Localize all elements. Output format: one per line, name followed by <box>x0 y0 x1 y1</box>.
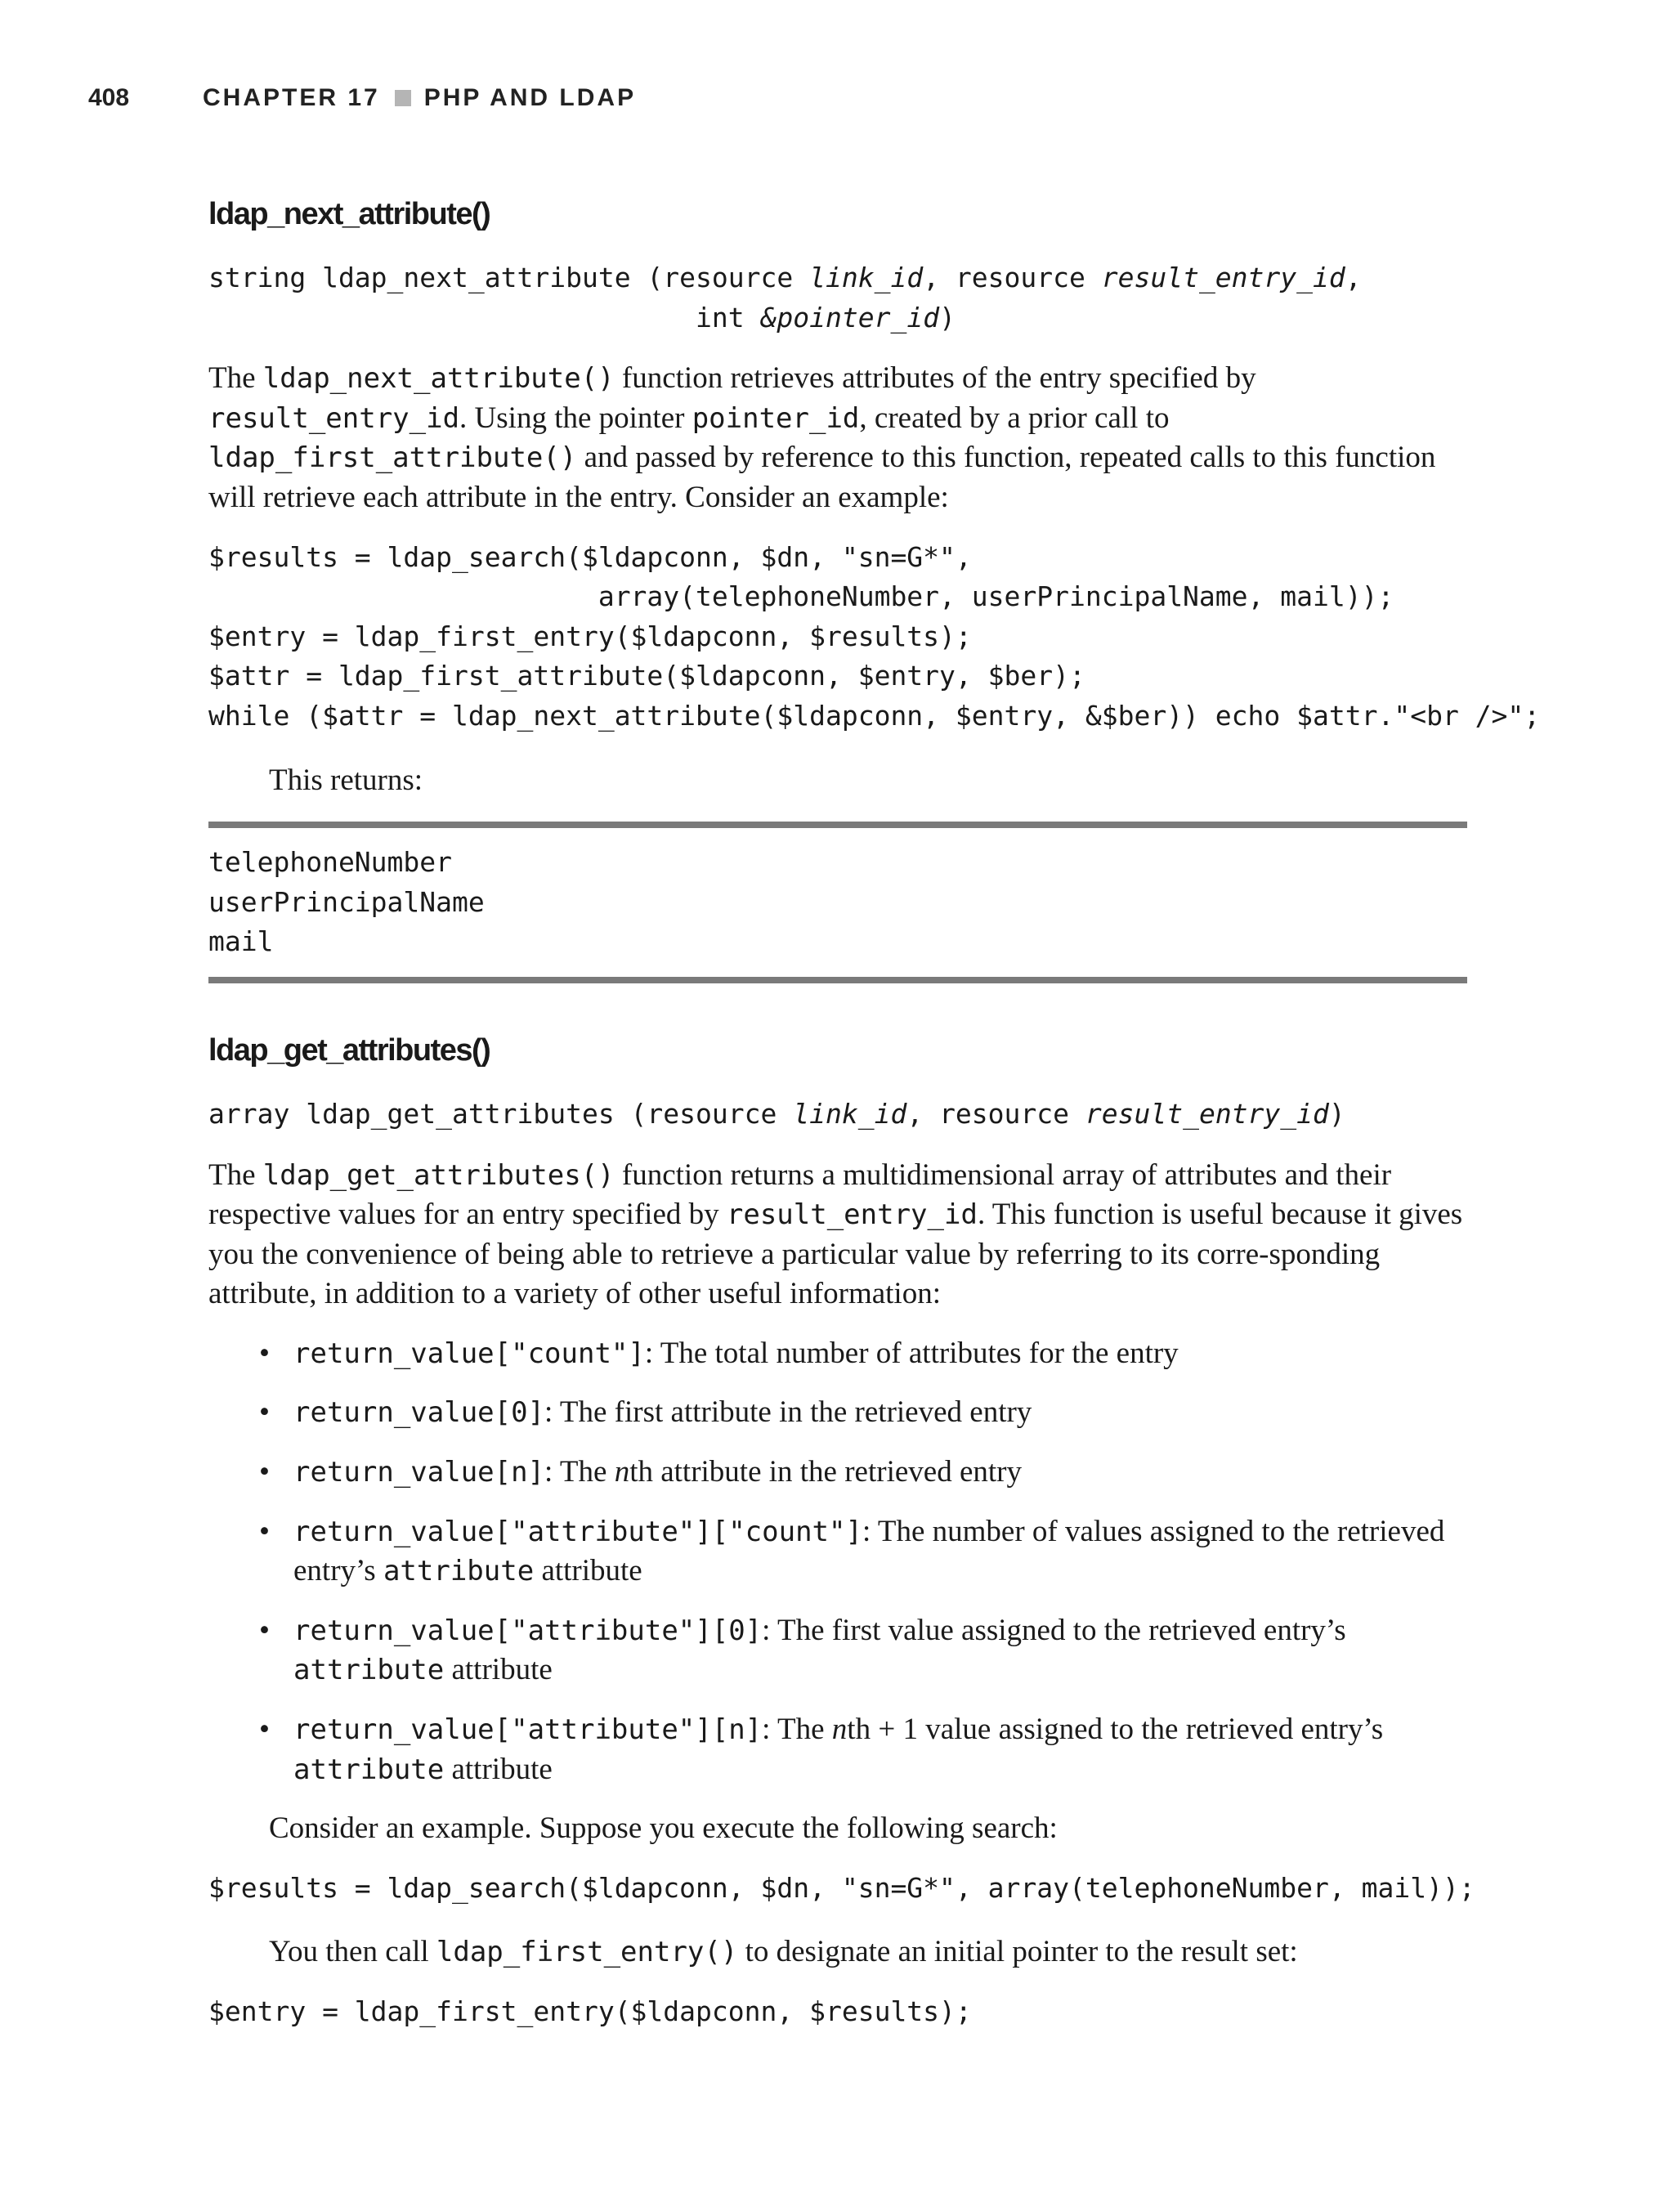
bullet-dot-icon: • <box>259 1514 270 1548</box>
signature-text: , resource <box>906 1097 1085 1130</box>
signature-param: link_id <box>793 1097 907 1130</box>
inline-code: result_entry_id <box>208 401 460 435</box>
inline-code: attribute <box>383 1555 535 1588</box>
text: function returns a multidimensional array of attributes and their respective values for an entry specified by <box>208 1157 1392 1232</box>
signature-text: string ldap_next_attribute (resource <box>208 262 810 293</box>
inline-code: ldap_first_attribute() <box>208 441 577 475</box>
text: to designate an initial pointer to the result set: <box>737 1935 1298 1969</box>
inline-code: return_value["attribute"]["count"] <box>293 1515 862 1548</box>
page-content <box>208 195 1541 2057</box>
bullet-dot-icon: • <box>259 1455 270 1489</box>
signature-text: , <box>1345 262 1362 293</box>
list-item <box>208 1512 1467 1592</box>
section-ldap-get-attributes <box>208 1031 1475 2032</box>
signature-param: link_id <box>809 262 924 293</box>
return-value-list <box>208 1334 1467 1789</box>
signature-param: result_entry_id <box>1085 1097 1329 1130</box>
signature-text: array ldap_get_attributes (resource <box>208 1097 794 1130</box>
inline-code: return_value[0] <box>293 1396 545 1430</box>
text: : The first value assigned to the retrieved entry’s <box>762 1613 1346 1647</box>
inline-code: return_value["count"] <box>293 1337 645 1370</box>
header-separator-square <box>395 90 411 106</box>
chapter-label: CHAPTER 17 <box>203 84 380 111</box>
chapter-title: PHP AND LDAP <box>423 84 637 111</box>
output-listing: telephoneNumber userPrincipalName mail <box>208 846 485 958</box>
signature-text: int <box>208 301 761 334</box>
running-header <box>88 80 636 116</box>
text: The <box>208 1157 263 1192</box>
text: : The total number of attributes for the entry <box>644 1336 1179 1370</box>
text: function retrieves attributes of the entry specified by <box>614 361 1256 396</box>
inline-code: pointer_id <box>692 401 860 435</box>
inline-code: attribute <box>293 1753 445 1786</box>
text: th + 1 value assigned to the retrieved entry’s <box>847 1713 1384 1747</box>
section-heading-ldap-get-attributes: ldap_get_attributes() <box>208 1032 490 1068</box>
bullet-dot-icon: • <box>259 1713 270 1747</box>
inline-code: result_entry_id <box>726 1198 978 1232</box>
text: You then call <box>269 1935 436 1969</box>
text: , created by a prior call to <box>859 401 1170 435</box>
output-bottom-rule <box>208 977 1467 983</box>
code-example-first-entry: $entry = ldap_first_entry($ldapconn, $results); <box>208 1995 972 2027</box>
inline-code: ldap_next_attribute() <box>262 362 615 396</box>
text: : The <box>762 1713 832 1747</box>
text: . This function is useful because it gives you the convenience of being able to retrieve a particular value by referring to its corre-sponding attribute, in addition to a variety of other useful information: <box>208 1198 1463 1311</box>
text: . Using the pointer <box>459 401 692 435</box>
consider-text: Consider an example. Suppose you execute the following search: <box>269 1811 1058 1846</box>
signature-text: , resource <box>923 262 1102 293</box>
code-example: $results = ldap_search($ldapconn, $dn, "sn=G*", array(telephoneNumber, userPrincipalName, mail)); $entry = ldap_first_entry($ldapconn, $results); $attr = ldap_first_attribute($ldapconn, $entry, $ber); while ($attr = ldap_next_attribute($ldapconn, $entry, &$ber)) echo $attr."<br />"; <box>208 540 1541 732</box>
signature-text: ) <box>1328 1097 1345 1130</box>
list-item <box>208 1453 1467 1493</box>
signature-param: &pointer_id <box>760 301 940 334</box>
inline-code: ldap_get_attributes() <box>262 1158 615 1192</box>
inline-code: attribute <box>293 1654 445 1687</box>
text: : The number of values assigned to the retrieved entry’s <box>293 1514 1445 1588</box>
list-item <box>208 1710 1467 1789</box>
description-paragraph <box>208 359 1467 517</box>
inline-code: ldap_first_entry() <box>436 1936 738 1969</box>
text: : The first attribute in the retrieved entry <box>544 1395 1032 1430</box>
output-box <box>208 822 1467 983</box>
list-item <box>208 1393 1467 1433</box>
text: and passed by reference to this function, repeated calls to this function will retrieve each attribute in the entry. Consider an example: <box>208 441 1436 514</box>
description-paragraph <box>208 1156 1467 1314</box>
text: attribute <box>444 1653 553 1687</box>
list-item <box>208 1611 1467 1690</box>
bullet-dot-icon: • <box>259 1395 270 1430</box>
text: : The <box>544 1455 615 1489</box>
then-call-text <box>208 1932 1467 1972</box>
text: The <box>208 361 263 396</box>
inline-code: return_value[n] <box>293 1456 545 1489</box>
italic-variable: n <box>831 1713 848 1747</box>
returns-text: This returns: <box>269 763 423 797</box>
signature-param: result_entry_id <box>1101 262 1345 293</box>
code-example-search: $results = ldap_search($ldapconn, $dn, "sn=G*", array(telephoneNumber, mail)); <box>208 1871 1475 1904</box>
italic-variable: n <box>614 1455 630 1489</box>
text: attribute <box>444 1752 553 1786</box>
function-signature-ldap-next-attribute <box>208 258 1467 338</box>
signature-text: ) <box>939 301 956 334</box>
bullet-dot-icon: • <box>259 1613 270 1647</box>
inline-code: return_value["attribute"][0] <box>293 1614 763 1647</box>
text: th attribute in the retrieved entry <box>629 1455 1022 1489</box>
bullet-dot-icon: • <box>259 1336 270 1370</box>
list-item <box>208 1334 1467 1374</box>
output-top-rule <box>208 822 1467 828</box>
page-number: 408 <box>88 84 130 111</box>
inline-code: return_value["attribute"][n] <box>293 1713 763 1747</box>
function-signature-ldap-get-attributes <box>208 1095 1467 1135</box>
text: attribute <box>534 1554 642 1588</box>
section-heading-ldap-next-attribute: ldap_next_attribute() <box>208 197 490 231</box>
